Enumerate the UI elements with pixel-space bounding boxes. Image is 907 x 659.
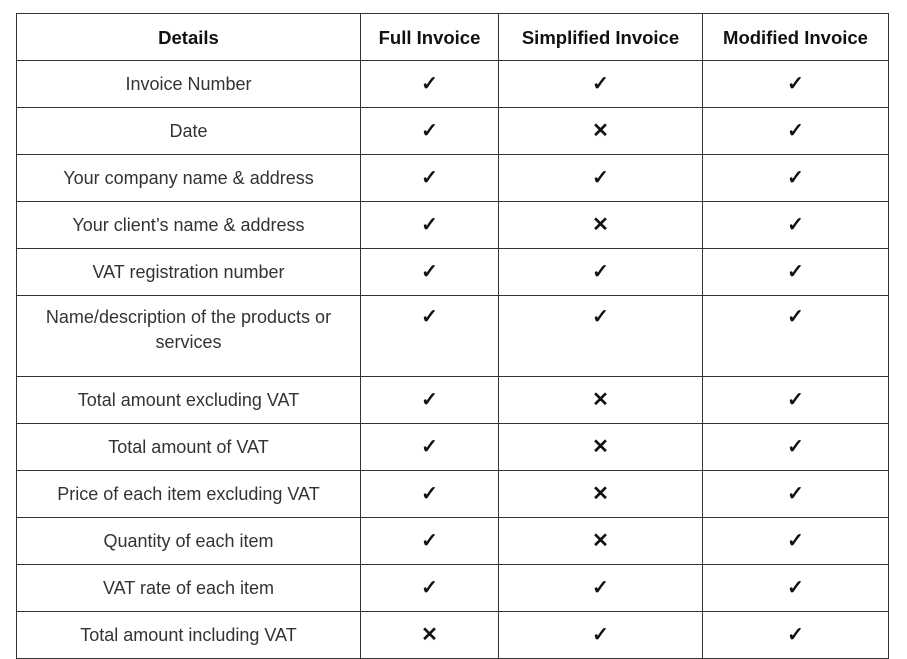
table-row — [17, 471, 889, 518]
modified-invoice-cell-check-icon: ✓ — [703, 471, 889, 518]
simplified-invoice-cell-cross-icon: ✕ — [499, 202, 703, 249]
full-invoice-cell-check-icon: ✓ — [361, 424, 499, 471]
header-details: Details — [17, 14, 361, 61]
simplified-invoice-cell-check-icon: ✓ — [499, 296, 703, 377]
full-invoice-cell-check-icon: ✓ — [361, 108, 499, 155]
table-row — [17, 377, 889, 424]
detail-cell: Your client’s name & address — [17, 202, 361, 249]
header-simplified-invoice: Simplified Invoice — [499, 14, 703, 61]
detail-cell: Name/description of the products or services — [17, 296, 361, 377]
full-invoice-cell-check-icon: ✓ — [361, 471, 499, 518]
detail-cell: Total amount of VAT — [17, 424, 361, 471]
detail-cell: Price of each item excluding VAT — [17, 471, 361, 518]
modified-invoice-cell-check-icon: ✓ — [703, 108, 889, 155]
header-full-invoice: Full Invoice — [361, 14, 499, 61]
simplified-invoice-cell-check-icon: ✓ — [499, 612, 703, 659]
simplified-invoice-cell-check-icon: ✓ — [499, 155, 703, 202]
simplified-invoice-cell-check-icon: ✓ — [499, 565, 703, 612]
full-invoice-cell-check-icon: ✓ — [361, 249, 499, 296]
full-invoice-cell-check-icon: ✓ — [361, 202, 499, 249]
modified-invoice-cell-check-icon: ✓ — [703, 155, 889, 202]
detail-cell: Total amount excluding VAT — [17, 377, 361, 424]
full-invoice-cell-check-icon: ✓ — [361, 155, 499, 202]
header-row — [17, 14, 889, 61]
full-invoice-cell-check-icon: ✓ — [361, 61, 499, 108]
detail-cell: VAT registration number — [17, 249, 361, 296]
full-invoice-cell-check-icon: ✓ — [361, 518, 499, 565]
modified-invoice-cell-check-icon: ✓ — [703, 296, 889, 377]
modified-invoice-cell-check-icon: ✓ — [703, 249, 889, 296]
detail-cell: VAT rate of each item — [17, 565, 361, 612]
detail-cell: Quantity of each item — [17, 518, 361, 565]
detail-cell: Invoice Number — [17, 61, 361, 108]
modified-invoice-cell-check-icon: ✓ — [703, 565, 889, 612]
table-row — [17, 249, 889, 296]
simplified-invoice-cell-cross-icon: ✕ — [499, 471, 703, 518]
detail-cell: Your company name & address — [17, 155, 361, 202]
full-invoice-cell-check-icon: ✓ — [361, 377, 499, 424]
table-row — [17, 61, 889, 108]
header-modified-invoice: Modified Invoice — [703, 14, 889, 61]
table-row — [17, 155, 889, 202]
full-invoice-cell-cross-icon: ✕ — [361, 612, 499, 659]
full-invoice-cell-check-icon: ✓ — [361, 565, 499, 612]
modified-invoice-cell-check-icon: ✓ — [703, 377, 889, 424]
simplified-invoice-cell-cross-icon: ✕ — [499, 108, 703, 155]
table-row — [17, 612, 889, 659]
table-row — [17, 518, 889, 565]
table-row — [17, 202, 889, 249]
simplified-invoice-cell-cross-icon: ✕ — [499, 424, 703, 471]
simplified-invoice-cell-check-icon: ✓ — [499, 249, 703, 296]
modified-invoice-cell-check-icon: ✓ — [703, 612, 889, 659]
detail-cell: Total amount including VAT — [17, 612, 361, 659]
modified-invoice-cell-check-icon: ✓ — [703, 424, 889, 471]
full-invoice-cell-check-icon: ✓ — [361, 296, 499, 377]
table-row — [17, 424, 889, 471]
modified-invoice-cell-check-icon: ✓ — [703, 202, 889, 249]
modified-invoice-cell-check-icon: ✓ — [703, 518, 889, 565]
modified-invoice-cell-check-icon: ✓ — [703, 61, 889, 108]
simplified-invoice-cell-cross-icon: ✕ — [499, 377, 703, 424]
simplified-invoice-cell-cross-icon: ✕ — [499, 518, 703, 565]
detail-cell: Date — [17, 108, 361, 155]
simplified-invoice-cell-check-icon: ✓ — [499, 61, 703, 108]
table-row — [17, 296, 889, 377]
table-row — [17, 565, 889, 612]
invoice-comparison-table — [16, 13, 889, 659]
table-row — [17, 108, 889, 155]
